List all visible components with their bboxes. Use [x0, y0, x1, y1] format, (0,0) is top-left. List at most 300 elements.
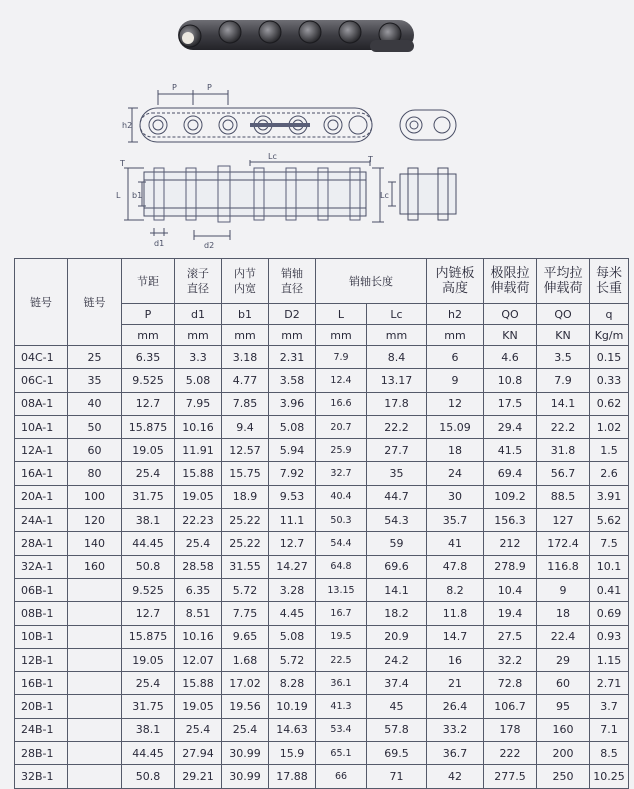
- table-cell: 5.08: [175, 369, 222, 392]
- table-cell: 56.7: [537, 462, 590, 485]
- table-cell: 16.7: [316, 602, 367, 625]
- table-cell: 8.51: [175, 602, 222, 625]
- table-cell: [68, 602, 122, 625]
- table-cell: 200: [537, 742, 590, 765]
- chain-number-cell: 24B-1: [15, 718, 68, 741]
- unit-cell: KN: [484, 325, 537, 346]
- header-ultimate-load-text: 极限拉 伸载荷: [490, 266, 530, 296]
- table-row: [15, 718, 629, 741]
- table-cell: 10.16: [175, 625, 222, 648]
- chain-number-cell: 08B-1: [15, 602, 68, 625]
- table-cell: 22.23: [175, 509, 222, 532]
- table-cell: 19.4: [484, 602, 537, 625]
- table-cell: 1.02: [590, 415, 629, 438]
- table-cell: 21: [427, 672, 484, 695]
- header-weight: [590, 259, 629, 304]
- table-cell: 2.31: [269, 346, 316, 369]
- chain-number-cell: 10A-1: [15, 415, 68, 438]
- table-cell: 66: [316, 765, 367, 788]
- table-cell: 35: [68, 369, 122, 392]
- chain-number-cell: 08A-1: [15, 392, 68, 415]
- table-cell: 2.71: [590, 672, 629, 695]
- table-cell: 11.91: [175, 439, 222, 462]
- table-cell: 31.75: [122, 485, 175, 508]
- table-cell: 64.8: [316, 555, 367, 578]
- t-label-1: T: [120, 159, 125, 168]
- chain-number-cell: 12B-1: [15, 648, 68, 671]
- table-body: [15, 346, 629, 789]
- header-weight-text: 每米 长重: [595, 266, 622, 296]
- table-cell: 10.25: [590, 765, 629, 788]
- table-cell: 12.4: [316, 369, 367, 392]
- table-row: [15, 392, 629, 415]
- table-cell: [68, 718, 122, 741]
- table-cell: 8.5: [590, 742, 629, 765]
- table-cell: 0.62: [590, 392, 629, 415]
- table-cell: 7.5: [590, 532, 629, 555]
- header-avg-load: [537, 259, 590, 304]
- table-cell: [68, 648, 122, 671]
- table-cell: 40.4: [316, 485, 367, 508]
- table-cell: 40: [68, 392, 122, 415]
- header-row-names: [15, 259, 629, 304]
- table-row: [15, 369, 629, 392]
- table-cell: 27.5: [484, 625, 537, 648]
- table-cell: 50: [68, 415, 122, 438]
- header-plate-height: [427, 259, 484, 304]
- h2-label: h2: [122, 121, 133, 130]
- table-cell: 71: [367, 765, 427, 788]
- table-cell: 156.3: [484, 509, 537, 532]
- table-cell: 120: [68, 509, 122, 532]
- table-cell: 25.22: [222, 532, 269, 555]
- table-cell: 14.27: [269, 555, 316, 578]
- chain-photo: [170, 6, 428, 64]
- table-cell: 19.05: [122, 439, 175, 462]
- table-cell: 28.58: [175, 555, 222, 578]
- table-cell: 7.9: [316, 346, 367, 369]
- table-cell: 3.18: [222, 346, 269, 369]
- table-cell: 32.2: [484, 648, 537, 671]
- chain-number-cell: 10B-1: [15, 625, 68, 648]
- table-cell: 59: [367, 532, 427, 555]
- unit-cell: mm: [269, 325, 316, 346]
- symbol-cell: Lc: [367, 304, 427, 325]
- table-cell: 30: [427, 485, 484, 508]
- illustration-area: [0, 0, 634, 258]
- table-cell: 3.58: [269, 369, 316, 392]
- table-cell: 15.88: [175, 672, 222, 695]
- table-cell: 17.02: [222, 672, 269, 695]
- table-cell: 10.1: [590, 555, 629, 578]
- table-cell: 60: [537, 672, 590, 695]
- table-cell: 6.35: [175, 578, 222, 601]
- table-cell: 8.28: [269, 672, 316, 695]
- table-cell: 69.4: [484, 462, 537, 485]
- table-cell: 19.05: [175, 695, 222, 718]
- table-row: [15, 672, 629, 695]
- table-cell: 106.7: [484, 695, 537, 718]
- table-cell: 38.1: [122, 509, 175, 532]
- chain-number-cell: 06B-1: [15, 578, 68, 601]
- table-cell: 24.2: [367, 648, 427, 671]
- chain-number-cell: 28A-1: [15, 532, 68, 555]
- chain-number-cell: 16A-1: [15, 462, 68, 485]
- table-cell: 19.56: [222, 695, 269, 718]
- table-cell: 9: [427, 369, 484, 392]
- table-cell: 4.77: [222, 369, 269, 392]
- table-cell: 0.93: [590, 625, 629, 648]
- table-cell: 3.3: [175, 346, 222, 369]
- chain-spec-table: [14, 258, 629, 789]
- symbol-cell: P: [122, 304, 175, 325]
- table-cell: 2.6: [590, 462, 629, 485]
- table-cell: 3.7: [590, 695, 629, 718]
- table-cell: 31.55: [222, 555, 269, 578]
- table-cell: 222: [484, 742, 537, 765]
- table-cell: 160: [537, 718, 590, 741]
- unit-cell: Kg/m: [590, 325, 629, 346]
- table-cell: 95: [537, 695, 590, 718]
- table-cell: 9: [537, 578, 590, 601]
- table-cell: 0.15: [590, 346, 629, 369]
- table-cell: 15.875: [122, 415, 175, 438]
- table-cell: 7.95: [175, 392, 222, 415]
- table-cell: 178: [484, 718, 537, 741]
- table-cell: 11.1: [269, 509, 316, 532]
- table-cell: 18: [427, 439, 484, 462]
- symbol-cell: d1: [175, 304, 222, 325]
- table-cell: 14.63: [269, 718, 316, 741]
- table-cell: 15.75: [222, 462, 269, 485]
- unit-cell: KN: [537, 325, 590, 346]
- table-cell: 25: [68, 346, 122, 369]
- table-cell: 13.17: [367, 369, 427, 392]
- table-cell: 3.5: [537, 346, 590, 369]
- table-cell: 15.9: [269, 742, 316, 765]
- table-cell: 5.94: [269, 439, 316, 462]
- table-cell: 160: [68, 555, 122, 578]
- symbol-cell: b1: [222, 304, 269, 325]
- table-cell: 42: [427, 765, 484, 788]
- table-cell: 25.22: [222, 509, 269, 532]
- table-cell: 22.2: [367, 415, 427, 438]
- unit-cell: mm: [367, 325, 427, 346]
- table-cell: 50.8: [122, 555, 175, 578]
- table-cell: 1.68: [222, 648, 269, 671]
- table-cell: 60: [68, 439, 122, 462]
- table-cell: 30.99: [222, 765, 269, 788]
- table-cell: 1.5: [590, 439, 629, 462]
- header-inner-width-text: 内节 内宽: [234, 267, 256, 295]
- table-cell: 6.35: [122, 346, 175, 369]
- table-cell: 29.4: [484, 415, 537, 438]
- table-cell: 9.53: [269, 485, 316, 508]
- table-cell: 7.75: [222, 602, 269, 625]
- table-cell: 27.7: [367, 439, 427, 462]
- table-cell: 15.88: [175, 462, 222, 485]
- pitch-label-1: P: [172, 83, 177, 92]
- d2-label: d2: [204, 241, 215, 250]
- table-cell: 31.8: [537, 439, 590, 462]
- table-cell: 17.88: [269, 765, 316, 788]
- header-pin-dia-text: 销轴 直径: [281, 267, 303, 295]
- chain-number-cell: 24A-1: [15, 509, 68, 532]
- table-cell: 38.1: [122, 718, 175, 741]
- unit-cell: mm: [427, 325, 484, 346]
- table-row: [15, 462, 629, 485]
- table-cell: 22.5: [316, 648, 367, 671]
- table-cell: 4.6: [484, 346, 537, 369]
- table-cell: 172.4: [537, 532, 590, 555]
- table-cell: 212: [484, 532, 537, 555]
- table-cell: [68, 695, 122, 718]
- table-cell: 0.69: [590, 602, 629, 625]
- unit-cell: mm: [122, 325, 175, 346]
- table-cell: 22.2: [537, 415, 590, 438]
- symbol-cell: QO: [484, 304, 537, 325]
- table-cell: 35.7: [427, 509, 484, 532]
- table-cell: 16.6: [316, 392, 367, 415]
- chain-number-cell: 20A-1: [15, 485, 68, 508]
- table-cell: 41.3: [316, 695, 367, 718]
- symbol-cell: D2: [269, 304, 316, 325]
- table-cell: 25.4: [122, 672, 175, 695]
- table-cell: 45: [367, 695, 427, 718]
- table-cell: 12.07: [175, 648, 222, 671]
- header-ultimate-load: [484, 259, 537, 304]
- lc-label-1: Lc: [268, 152, 277, 161]
- table-cell: 5.62: [590, 509, 629, 532]
- table-cell: 14.1: [367, 578, 427, 601]
- symbol-cell: h2: [427, 304, 484, 325]
- table-cell: 37.4: [367, 672, 427, 695]
- table-cell: 9.65: [222, 625, 269, 648]
- header-plate-height-text: 内链板 高度: [435, 266, 475, 296]
- table-cell: 25.4: [175, 718, 222, 741]
- table-cell: 14.1: [537, 392, 590, 415]
- chain-number-cell: 06C-1: [15, 369, 68, 392]
- table-cell: 3.96: [269, 392, 316, 415]
- chain-number-cell: 20B-1: [15, 695, 68, 718]
- b1-label: b1: [132, 191, 143, 200]
- symbol-cell: q: [590, 304, 629, 325]
- chain-number-cell: 16B-1: [15, 672, 68, 695]
- table-cell: 4.45: [269, 602, 316, 625]
- table-cell: 41: [427, 532, 484, 555]
- table-cell: 18.2: [367, 602, 427, 625]
- table-row: [15, 742, 629, 765]
- table-cell: 36.7: [427, 742, 484, 765]
- table-cell: 32.7: [316, 462, 367, 485]
- table-cell: 20.7: [316, 415, 367, 438]
- table-cell: 0.33: [590, 369, 629, 392]
- table-cell: 9.525: [122, 369, 175, 392]
- table-cell: 12.7: [122, 602, 175, 625]
- table-cell: 0.41: [590, 578, 629, 601]
- table-cell: 33.2: [427, 718, 484, 741]
- table-cell: 50.8: [122, 765, 175, 788]
- table-cell: 17.8: [367, 392, 427, 415]
- pitch-label-2: P: [207, 83, 212, 92]
- l-label: L: [116, 191, 121, 200]
- table-cell: 54.3: [367, 509, 427, 532]
- table-cell: 7.92: [269, 462, 316, 485]
- table-cell: [68, 765, 122, 788]
- table-cell: 10.4: [484, 578, 537, 601]
- header-chain-no-2: 链号: [68, 259, 122, 346]
- table-cell: 29.21: [175, 765, 222, 788]
- chain-number-cell: 32B-1: [15, 765, 68, 788]
- table-cell: 25.9: [316, 439, 367, 462]
- table-cell: 44.45: [122, 742, 175, 765]
- table-cell: 3.91: [590, 485, 629, 508]
- table-cell: 15.875: [122, 625, 175, 648]
- table-row: [15, 439, 629, 462]
- symbol-cell: QO: [537, 304, 590, 325]
- table-cell: 44.45: [122, 532, 175, 555]
- table-cell: 35: [367, 462, 427, 485]
- table-cell: 88.5: [537, 485, 590, 508]
- t-label-2: T: [368, 155, 373, 164]
- table-cell: 57.8: [367, 718, 427, 741]
- table-cell: 16: [427, 648, 484, 671]
- table-cell: 12.7: [269, 532, 316, 555]
- table-cell: 100: [68, 485, 122, 508]
- table-cell: 22.4: [537, 625, 590, 648]
- table-cell: [68, 578, 122, 601]
- table-row: [15, 695, 629, 718]
- table-cell: 24: [427, 462, 484, 485]
- table-row: [15, 415, 629, 438]
- table-cell: 8.4: [367, 346, 427, 369]
- table-cell: 15.09: [427, 415, 484, 438]
- chain-technical-drawing: [0, 70, 634, 250]
- table-cell: 19.5: [316, 625, 367, 648]
- table-row: [15, 532, 629, 555]
- table-cell: 20.9: [367, 625, 427, 648]
- table-cell: 19.05: [122, 648, 175, 671]
- table-cell: 31.75: [122, 695, 175, 718]
- table-row: [15, 509, 629, 532]
- table-cell: 18.9: [222, 485, 269, 508]
- table-cell: 109.2: [484, 485, 537, 508]
- table-cell: 25.4: [122, 462, 175, 485]
- table-cell: 13.15: [316, 578, 367, 601]
- unit-cell: mm: [222, 325, 269, 346]
- table-cell: 11.8: [427, 602, 484, 625]
- table-cell: 72.8: [484, 672, 537, 695]
- header-pitch: 节距: [122, 259, 175, 304]
- table-cell: 30.99: [222, 742, 269, 765]
- table-cell: 19.05: [175, 485, 222, 508]
- table-cell: [68, 625, 122, 648]
- table-cell: 18: [537, 602, 590, 625]
- table-cell: 5.08: [269, 625, 316, 648]
- table-cell: 44.7: [367, 485, 427, 508]
- table-cell: 25.4: [222, 718, 269, 741]
- table-cell: 250: [537, 765, 590, 788]
- table-cell: 7.85: [222, 392, 269, 415]
- table-row: [15, 485, 629, 508]
- table-cell: 116.8: [537, 555, 590, 578]
- table-cell: 54.4: [316, 532, 367, 555]
- table-row: [15, 602, 629, 625]
- header-inner-width: [222, 259, 269, 304]
- table-cell: 26.4: [427, 695, 484, 718]
- table-cell: 10.8: [484, 369, 537, 392]
- chain-number-cell: 28B-1: [15, 742, 68, 765]
- table-row: [15, 765, 629, 788]
- table-cell: 127: [537, 509, 590, 532]
- table-cell: 29: [537, 648, 590, 671]
- table-cell: 47.8: [427, 555, 484, 578]
- header-pin-dia: [269, 259, 316, 304]
- table-cell: 277.5: [484, 765, 537, 788]
- table-cell: 1.15: [590, 648, 629, 671]
- header-chain-no-1: 链号: [15, 259, 68, 346]
- table-row: [15, 346, 629, 369]
- table-cell: 65.1: [316, 742, 367, 765]
- lc-label-2: Lc: [380, 191, 389, 200]
- table-cell: 50.3: [316, 509, 367, 532]
- table-cell: 9.4: [222, 415, 269, 438]
- table-cell: 10.19: [269, 695, 316, 718]
- table-cell: 12.7: [122, 392, 175, 415]
- table-cell: 36.1: [316, 672, 367, 695]
- table-cell: 41.5: [484, 439, 537, 462]
- table-cell: 8.2: [427, 578, 484, 601]
- table-cell: 278.9: [484, 555, 537, 578]
- table-cell: 5.08: [269, 415, 316, 438]
- header-avg-load-text: 平均拉 伸载荷: [543, 266, 583, 296]
- table-cell: 69.6: [367, 555, 427, 578]
- table-cell: 7.1: [590, 718, 629, 741]
- table-cell: 10.16: [175, 415, 222, 438]
- table-row: [15, 648, 629, 671]
- table-cell: 12.57: [222, 439, 269, 462]
- table-cell: 7.9: [537, 369, 590, 392]
- header-roller-dia: [175, 259, 222, 304]
- table-row: [15, 578, 629, 601]
- table-cell: 27.94: [175, 742, 222, 765]
- symbol-cell: L: [316, 304, 367, 325]
- table-cell: 53.4: [316, 718, 367, 741]
- table-cell: 5.72: [222, 578, 269, 601]
- table-cell: 14.7: [427, 625, 484, 648]
- d1-label: d1: [154, 239, 165, 248]
- table-cell: 5.72: [269, 648, 316, 671]
- table-cell: [68, 742, 122, 765]
- unit-cell: mm: [316, 325, 367, 346]
- header-pin-length: 销轴长度: [316, 259, 427, 304]
- chain-number-cell: 12A-1: [15, 439, 68, 462]
- table-cell: 140: [68, 532, 122, 555]
- table-cell: 12: [427, 392, 484, 415]
- table-cell: 69.5: [367, 742, 427, 765]
- chain-number-cell: 32A-1: [15, 555, 68, 578]
- table-cell: [68, 672, 122, 695]
- header-roller-dia-text: 滚子 直径: [187, 267, 209, 295]
- table-row: [15, 555, 629, 578]
- chain-number-cell: 04C-1: [15, 346, 68, 369]
- table-row: [15, 625, 629, 648]
- table-cell: 17.5: [484, 392, 537, 415]
- table-cell: 3.28: [269, 578, 316, 601]
- table-cell: 25.4: [175, 532, 222, 555]
- table-cell: 9.525: [122, 578, 175, 601]
- table-cell: 6: [427, 346, 484, 369]
